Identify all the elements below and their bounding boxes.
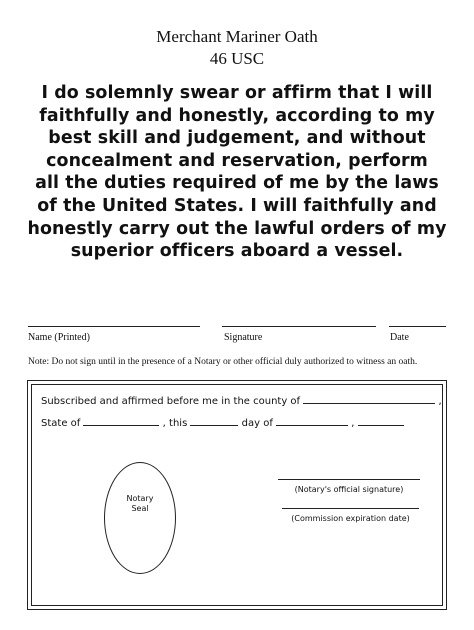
notary-seal-outline bbox=[104, 462, 176, 574]
document-title: Merchant Mariner Oath bbox=[156, 27, 318, 46]
note-text: Note: Do not sign until in the presence of a Notary or other official duly authorized to witness an oath. bbox=[28, 357, 418, 367]
month-comma: , bbox=[351, 418, 355, 429]
year-blank[interactable] bbox=[358, 416, 404, 426]
signature-line[interactable] bbox=[222, 326, 376, 327]
name-printed-label: Name (Printed) bbox=[28, 332, 90, 343]
oath-line: of the United States. I will faithfully and bbox=[37, 195, 437, 216]
date-line[interactable] bbox=[389, 326, 446, 327]
commission-expiration-line[interactable] bbox=[282, 508, 419, 509]
oath-line: all the duties required of me by the laws bbox=[35, 173, 439, 194]
date-label: Date bbox=[390, 332, 409, 343]
notary-signature-label: (Notary's official signature) bbox=[294, 485, 404, 494]
oath-line: superior officers aboard a vessel. bbox=[70, 241, 404, 262]
document-subtitle: 46 USC bbox=[209, 49, 265, 68]
county-blank[interactable] bbox=[303, 394, 435, 404]
name-printed-line[interactable] bbox=[28, 326, 200, 327]
oath-text bbox=[18, 82, 456, 263]
this-text: , this bbox=[162, 418, 188, 429]
state-blank[interactable] bbox=[83, 416, 159, 426]
state-text: State of bbox=[41, 418, 81, 429]
oath-line: faithfully and honestly, according to my bbox=[39, 105, 435, 126]
subscribed-text: Subscribed and affirmed before me in the county of bbox=[41, 396, 301, 407]
month-blank[interactable] bbox=[276, 416, 348, 426]
seal-line-seal: Seal bbox=[131, 504, 149, 513]
commission-expiration-label: (Commission expiration date) bbox=[291, 514, 410, 523]
notary-seal-label bbox=[104, 494, 176, 514]
signature-label: Signature bbox=[224, 332, 263, 343]
state-line bbox=[41, 416, 404, 429]
day-of-text: day of bbox=[241, 418, 273, 429]
subscribed-line bbox=[41, 394, 442, 407]
county-comma: , bbox=[438, 396, 442, 407]
oath-line: I do solemnly swear or affirm that I will bbox=[41, 83, 433, 103]
notary-signature-line[interactable] bbox=[278, 479, 420, 480]
day-number-blank[interactable] bbox=[190, 416, 238, 426]
oath-line: best skill and judgement, and without bbox=[48, 128, 426, 149]
oath-line: concealment and reservation, perform bbox=[46, 150, 428, 171]
seal-line-notary: Notary bbox=[126, 494, 154, 503]
oath-line: honestly carry out the lawful orders of my bbox=[27, 218, 447, 239]
